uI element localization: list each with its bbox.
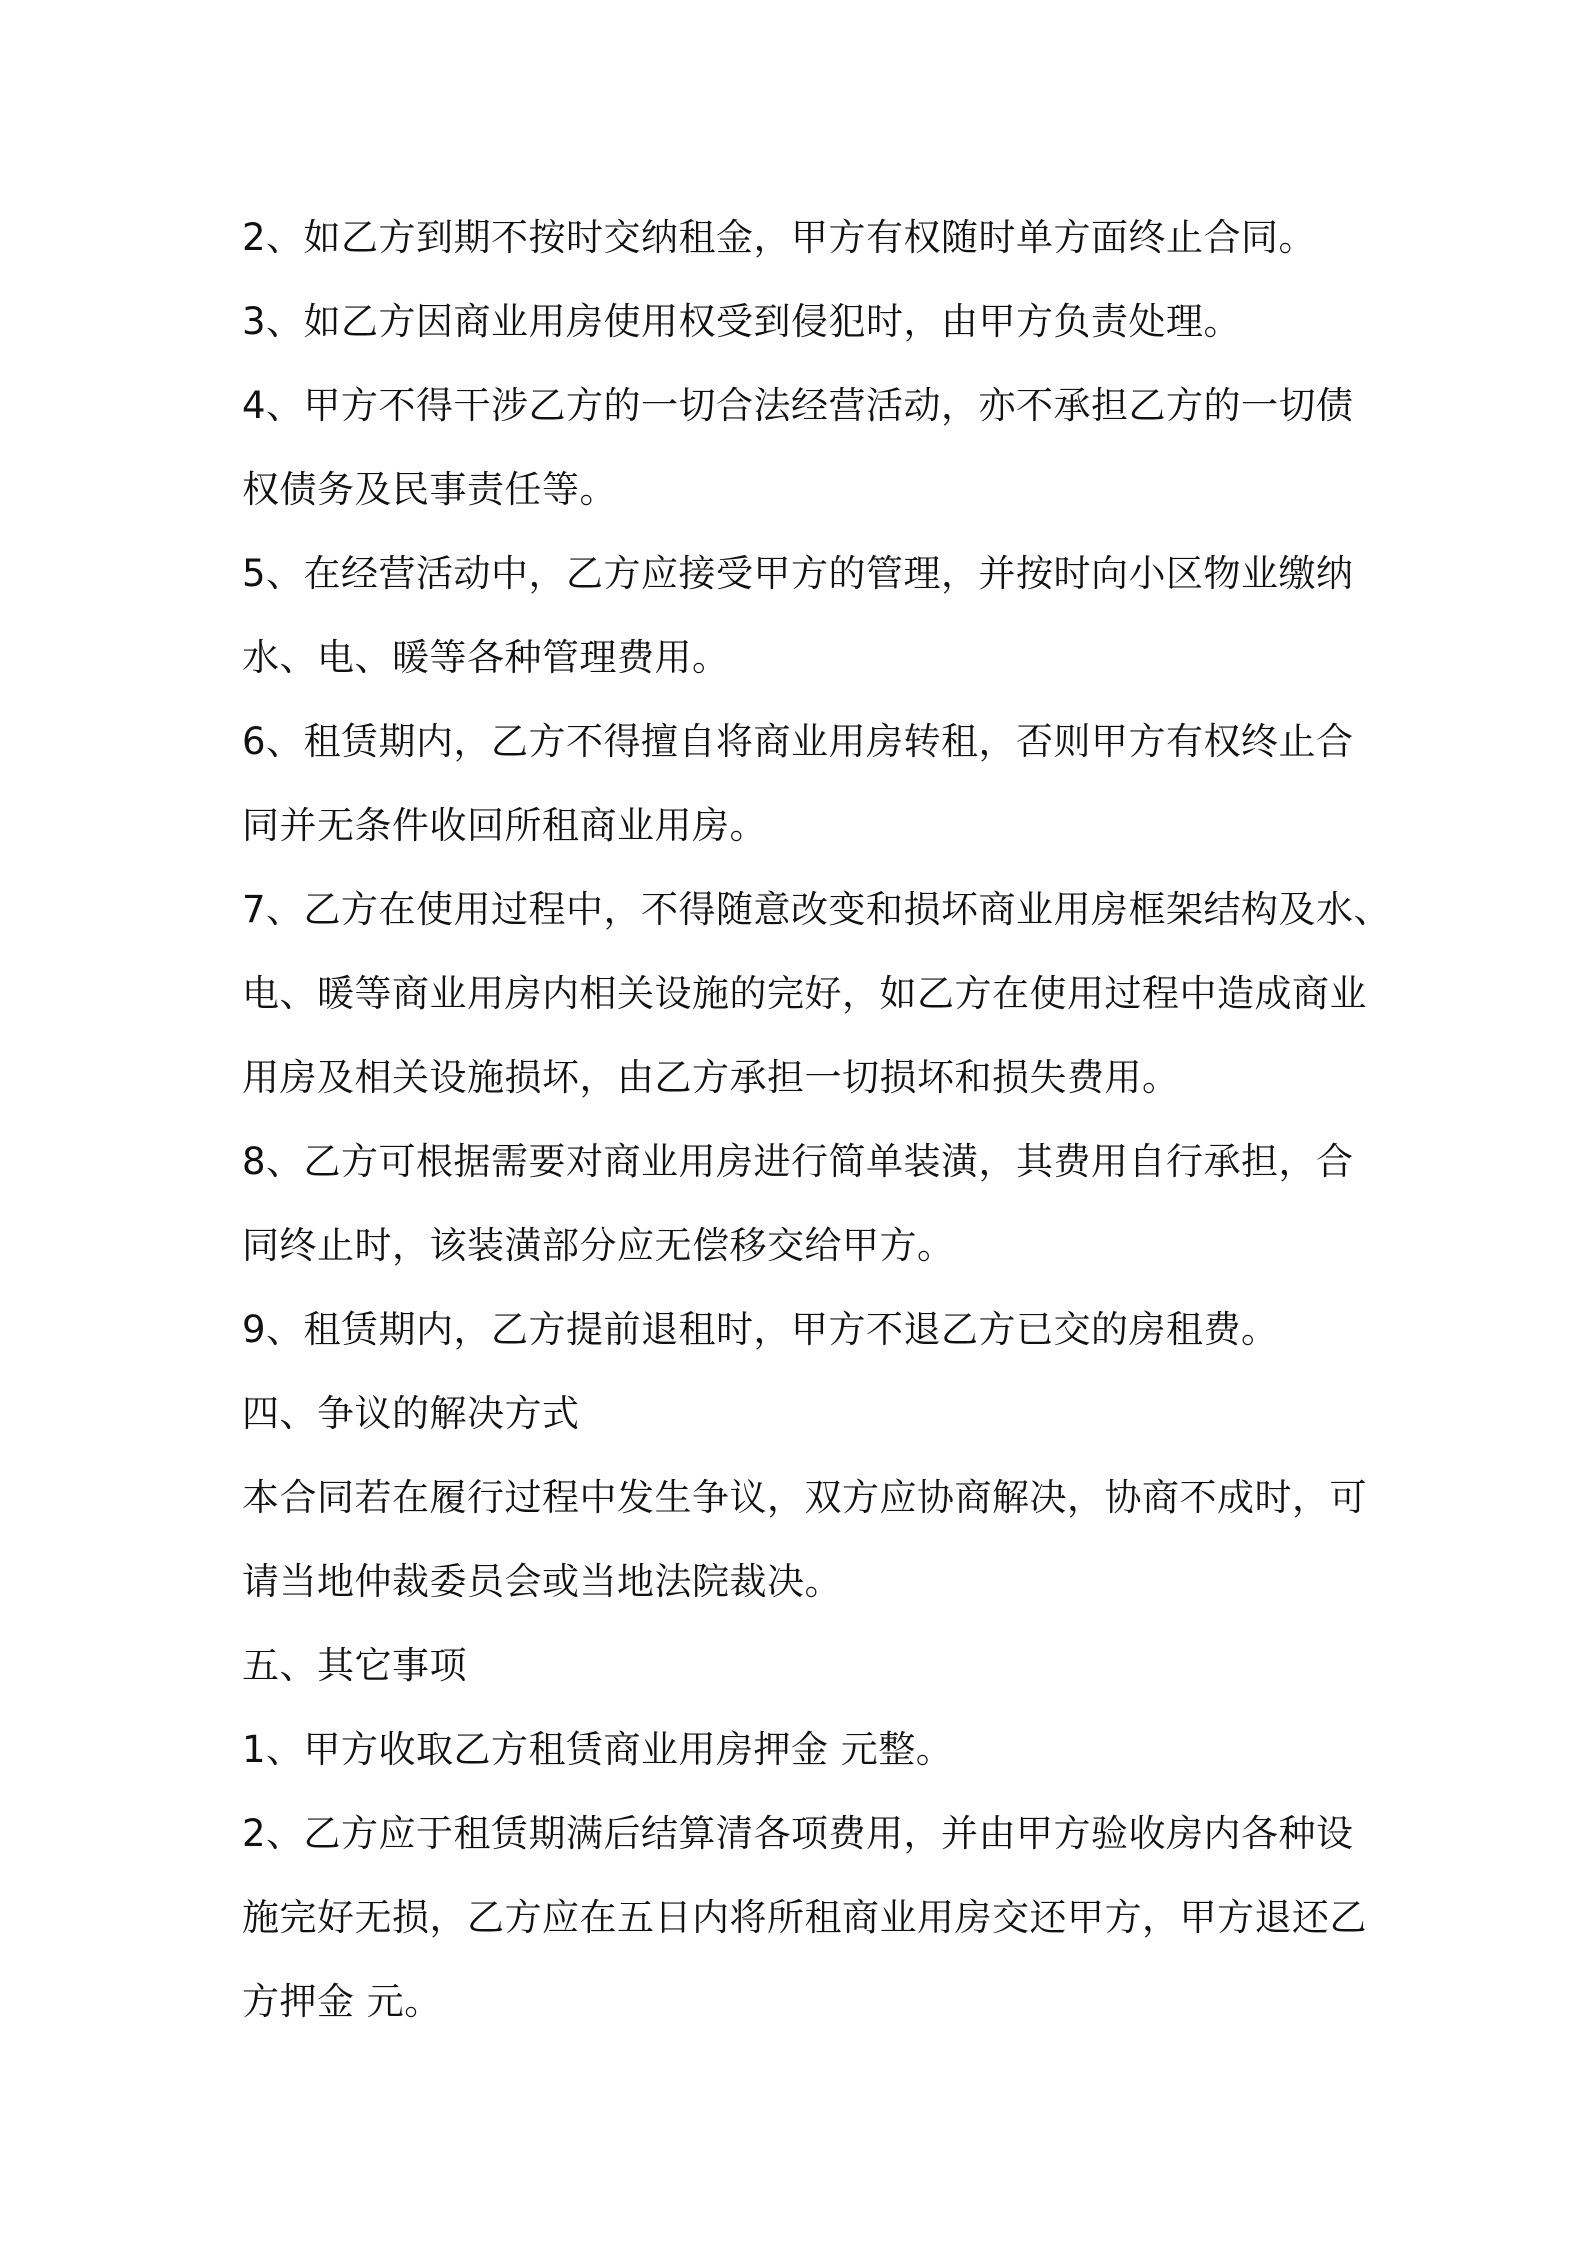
clause-5-continued: 水、电、暖等各种管理费用。 (242, 636, 730, 679)
clause-4-continued: 权债务及民事责任等。 (242, 468, 617, 511)
section-5-heading: 五、其它事项 (242, 1644, 467, 1687)
clause-9-early-termination: 9、租赁期内，乙方提前退租时，甲方不退乙方已交的房租费。 (242, 1308, 1279, 1351)
section-4-heading: 四、争议的解决方式 (242, 1392, 580, 1435)
clause-7-continued-1: 电、暖等商业用房内相关设施的完好，如乙方在使用过程中造成商业 (242, 972, 1367, 1015)
section-5-clause-2-settlement: 2、乙方应于租赁期满后结算清各项费用，并由甲方验收房内各种设 (242, 1812, 1354, 1855)
section-4-dispute-text: 本合同若在履行过程中发生争议，双方应协商解决，协商不成时，可 (242, 1476, 1367, 1519)
section-4-dispute-continued: 请当地仲裁委员会或当地法院裁决。 (242, 1560, 842, 1603)
section-5-clause-2-continued-1: 施完好无损，乙方应在五日内将所租商业用房交还甲方，甲方退还乙 (242, 1896, 1367, 1939)
clause-2-late-rent: 2、如乙方到期不按时交纳租金，甲方有权随时单方面终止合同。 (242, 216, 1317, 259)
clause-7-continued-2: 用房及相关设施损坏，由乙方承担一切损坏和损失费用。 (242, 1056, 1180, 1099)
clause-8-decoration: 8、乙方可根据需要对商业用房进行简单装潢，其费用自行承担，合 (242, 1140, 1354, 1183)
clause-3-rights-infringed: 3、如乙方因商业用房使用权受到侵犯时，由甲方负责处理。 (242, 300, 1242, 343)
clause-7-structure: 7、乙方在使用过程中，不得随意改变和损坏商业用房框架结构及水、 (242, 888, 1392, 931)
clause-6-sublet: 6、租赁期内，乙方不得擅自将商业用房转租，否则甲方有权终止合 (242, 720, 1354, 763)
document-body (242, 196, 1392, 2044)
clause-4-no-interference: 4、甲方不得干涉乙方的一切合法经营活动，亦不承担乙方的一切债 (242, 384, 1354, 427)
section-5-clause-2-continued-2: 方押金 元。 (242, 1980, 442, 2023)
clause-5-management: 5、在经营活动中，乙方应接受甲方的管理，并按时向小区物业缴纳 (242, 552, 1354, 595)
section-5-clause-1-deposit: 1、甲方收取乙方租赁商业用房押金 元整。 (242, 1728, 954, 1771)
clause-8-continued: 同终止时，该装潢部分应无偿移交给甲方。 (242, 1224, 955, 1267)
clause-6-continued: 同并无条件收回所租商业用房。 (242, 804, 767, 847)
